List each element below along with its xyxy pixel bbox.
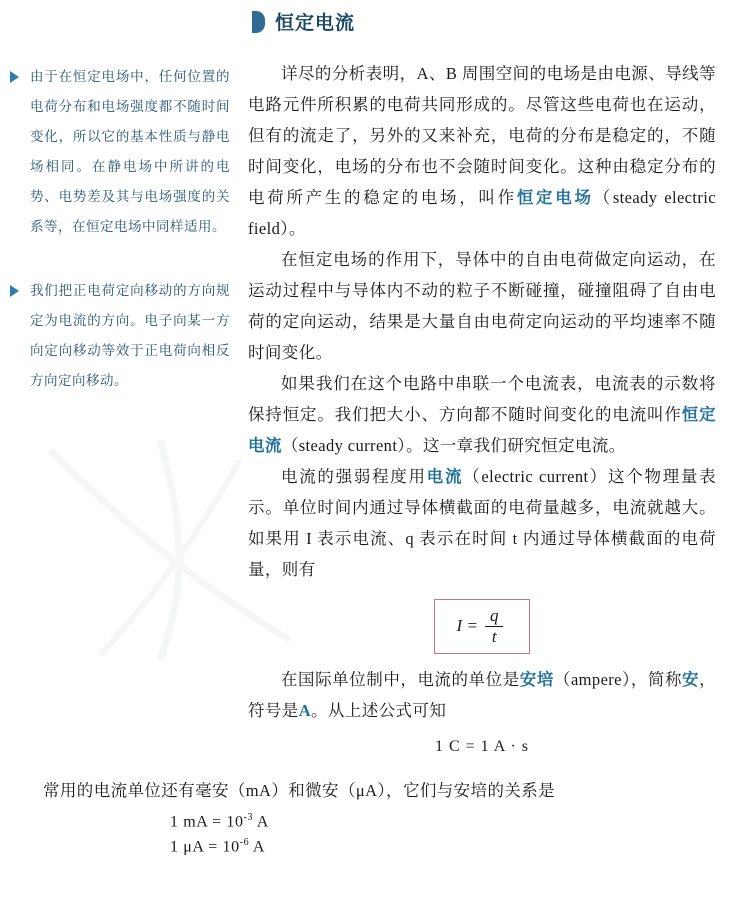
- term-electric-current-en: （electric current）: [463, 467, 609, 486]
- paragraph-5-lead: 在国际单位制中，电流的单位是: [281, 669, 520, 689]
- paragraph-3-tail: 。这一章我们研究恒定电流。: [405, 436, 626, 455]
- term-steady-electric-field-en: （steady electric field）: [248, 188, 716, 238]
- triangle-right-icon: [10, 285, 19, 297]
- term-steady-current-en: （steady current）: [281, 436, 406, 455]
- equation-milliamp-pre: 1 mA = 10: [170, 813, 244, 831]
- margin-note: [8, 276, 230, 396]
- term-steady-electric-field: 恒定电场: [516, 188, 594, 207]
- margin-note: [8, 62, 230, 242]
- equation-milliamp: [10, 812, 716, 831]
- formula-fraction: [485, 607, 504, 646]
- term-steady-current: 恒定电流: [248, 405, 716, 455]
- body-column: [248, 58, 716, 760]
- paragraph-5: [248, 664, 716, 726]
- formula-lhs: I =: [456, 616, 478, 636]
- paragraph-5-mid: ，简称: [630, 669, 683, 689]
- paragraph-1-lead: 详尽的分析表明，A、B 周围空间的电场是由电源、导线等电路元件所积累的电荷共同形成的。尽管这些电荷也在运动，但有的流走了，另外的又来补充，电荷的分布是稳定的，不随时间变化，电场的分布也不会随时间变化。这种由稳定分布的电荷所产生的稳定的电场，叫作: [248, 64, 716, 207]
- margin-note-text: 由于在恒定电场中，任何位置的电荷分布和电场强度都不随时间变化，所以它的基本性质与静电场相同。在静电场中所讲的电势、电势差及其与电场强度的关系等，在恒定电场中同样适用。: [30, 69, 230, 235]
- equation-microamp: [10, 837, 716, 856]
- equation-microamp-pre: 1 μA = 10: [170, 838, 240, 856]
- page-title: 恒定电流: [275, 12, 356, 34]
- term-ampere: 安培: [519, 669, 554, 689]
- bottom-paragraph: 常用的电流单位还有毫安（mA）和微安（μA），它们与安培的关系是: [43, 781, 556, 800]
- paragraph-1-tail: 。: [288, 219, 306, 238]
- margin-note-text: 我们把正电荷定向移动的方向规定为电流的方向。电子向某一方向定向移动等效于正电荷向相反方向定向移动。: [30, 283, 230, 389]
- section-header: [252, 8, 355, 35]
- formula-numerator: q: [489, 606, 499, 625]
- formula-denominator: t: [491, 626, 497, 646]
- paragraph-4-lead: 电流的强弱程度用: [281, 467, 427, 486]
- paragraph-5-tail: 。从上述公式可知: [311, 700, 447, 720]
- equation-milliamp-exp: -3: [243, 812, 254, 823]
- term-electric-current: 电流: [426, 467, 464, 486]
- paragraph-4-tail: 这个物理量表示。单位时间内通过导体横截面的电荷量越多，电流就越大。如果用 I 表示电流、q 表示在时间 t 内通过导体横截面的电荷量，则有: [248, 467, 717, 579]
- paragraph-3-lead: 如果我们在这个电路中串联一个电流表，电流表的示数将保持恒定。我们把大小、方向都不随时间变化的电流叫作: [248, 374, 716, 424]
- paragraph-1: [248, 58, 716, 244]
- equation-microamp-post: A: [249, 838, 266, 856]
- term-an: 安: [682, 669, 700, 689]
- paragraph-2: 在恒定电场的作用下，导体中的自由电荷做定向运动，在运动过程中与导体内不动的粒子不断碰撞，碰撞阻碍了自由电荷的定向运动，结果是大量自由电荷定向运动的平均速率不随时间变化。: [248, 250, 716, 362]
- triangle-right-icon: [10, 71, 19, 83]
- formula-container: [248, 599, 716, 654]
- unit-equation: 1 C = 1 A · s: [434, 737, 530, 755]
- current-formula: [434, 599, 531, 654]
- paragraph-5-mid2: ，符号是: [248, 669, 717, 720]
- term-ampere-en: （ampere）: [553, 669, 631, 689]
- equation-microamp-exp: -6: [239, 837, 250, 849]
- section-marker-icon: [252, 11, 265, 33]
- term-symbol-a: A: [298, 700, 312, 720]
- bottom-section: [10, 775, 716, 857]
- margin-notes: [8, 62, 230, 430]
- paragraph-3: [248, 368, 716, 461]
- equation-milliamp-post: A: [253, 813, 269, 831]
- paragraph-4: [248, 461, 716, 585]
